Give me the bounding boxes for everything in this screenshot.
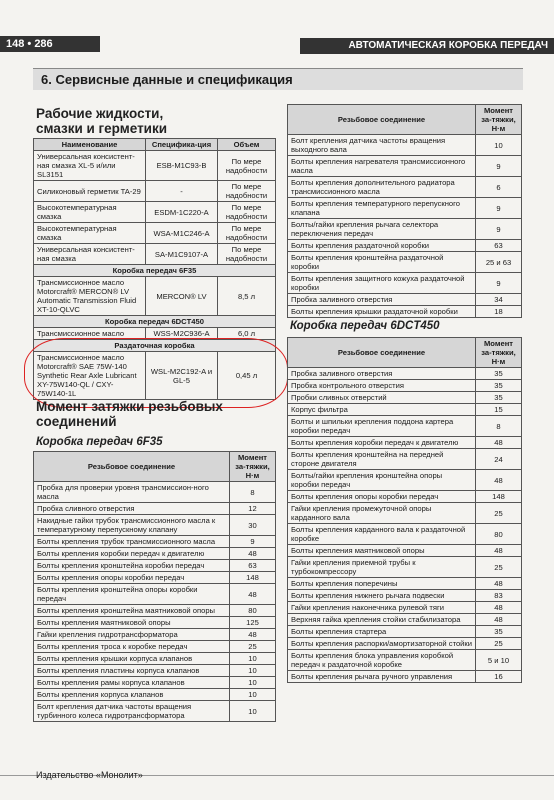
joint-name: Болты крепления крышки раздаточной коробки — [288, 306, 476, 318]
table-row — [34, 515, 276, 536]
table-row — [288, 437, 522, 449]
torque-value: 10 — [230, 677, 276, 689]
torque-value: 8 — [230, 482, 276, 503]
torque-heading — [36, 399, 223, 429]
joint-name: Болты крепления коробки передач к двигателю — [34, 548, 230, 560]
fluid-spec: ESDM-1C220-A — [146, 202, 218, 223]
joint-name: Болты крепления раздаточной коробки — [288, 240, 476, 252]
joint-name: Болты крепления крышки корпуса клапанов — [34, 653, 230, 665]
table-row — [288, 219, 522, 240]
table-row — [34, 482, 276, 503]
joint-name: Болты крепления пластины корпуса клапанов — [34, 665, 230, 677]
table-row — [288, 198, 522, 219]
joint-name: Болты крепления кронштейна на передней стороне двигателя — [288, 449, 476, 470]
fluids-col-name: Наименование — [34, 139, 146, 151]
fluid-name: Силиконовый герметик TA-29 — [34, 181, 146, 202]
table-row — [288, 392, 522, 404]
table-row — [288, 578, 522, 590]
fluid-spec: ESB-M1C93-B — [146, 151, 218, 181]
torque-value: 9 — [476, 219, 522, 240]
joint-name: Гайки крепления промежуточной опоры карданного вала — [288, 503, 476, 524]
col-torque: Момент за-тяжки, Н·м — [230, 452, 276, 482]
subheading-6dct450: Коробка передач 6DCT450 — [290, 320, 440, 332]
table-row — [34, 677, 276, 689]
table-row — [288, 404, 522, 416]
fluid-volume: По мере надобности — [218, 202, 276, 223]
fluid-name: Трансмиссионное масло Motorcraft® SAE 75W-140 Synthetic Rear Axle Lubricant XY-75W140-QL / CXY-75W140-1L — [34, 352, 146, 400]
table-row — [288, 524, 522, 545]
col-joint: Резьбовое соединение — [288, 338, 476, 368]
table-row — [34, 202, 276, 223]
fluid-volume: По мере надобности — [218, 181, 276, 202]
table-row — [34, 665, 276, 677]
torque-value: 10 — [476, 135, 522, 156]
torque-value: 48 — [476, 578, 522, 590]
joint-name: Болты крепления температурного перепускного клапана — [288, 198, 476, 219]
joint-name: Болты крепления блока управления коробкой передач к раздаточной коробке — [288, 650, 476, 671]
torque-value: 10 — [230, 665, 276, 677]
torque-value: 148 — [476, 491, 522, 503]
joint-name: Болты крепления рамы корпуса клапанов — [34, 677, 230, 689]
torque-value: 6 — [476, 177, 522, 198]
joint-name: Болты крепления кронштейна раздаточной коробки — [288, 252, 476, 273]
table-row — [288, 380, 522, 392]
table-row — [288, 416, 522, 437]
joint-name: Корпус фильтра — [288, 404, 476, 416]
torque-value: 48 — [230, 629, 276, 641]
table-row — [34, 689, 276, 701]
joint-name: Болты крепления кронштейна опоры коробки передач — [34, 584, 230, 605]
fluid-volume: По мере надобности — [218, 223, 276, 244]
torque-value: 10 — [230, 701, 276, 722]
joint-name: Пробка контрольного отверстия — [288, 380, 476, 392]
table-row — [288, 177, 522, 198]
table-row — [288, 252, 522, 273]
table-row — [288, 135, 522, 156]
torque-table-6dct450 — [287, 337, 522, 683]
table-row — [288, 368, 522, 380]
table-row — [34, 617, 276, 629]
joint-name: Болт крепления датчика частоты вращения турбинного колеса гидротрансформатора — [34, 701, 230, 722]
subheader-6dct450: Коробка передач 6DCT450 — [34, 316, 276, 328]
table-row — [34, 536, 276, 548]
fluid-volume: По мере надобности — [218, 244, 276, 265]
table-row — [288, 650, 522, 671]
subheader-6f35: Коробка передач 6F35 — [34, 265, 276, 277]
fluids-col-spec: Специфика-ция — [146, 139, 218, 151]
table-row — [288, 557, 522, 578]
joint-name: Болты крепления опоры коробки передач — [288, 491, 476, 503]
fluid-spec: MERCON® LV — [146, 277, 218, 316]
joint-name: Болты крепления дополнительного радиатора трансмиссионного масла — [288, 177, 476, 198]
table-row — [34, 605, 276, 617]
joint-name: Болты крепления маятниковой опоры — [288, 545, 476, 557]
torque-value: 125 — [230, 617, 276, 629]
col-joint: Резьбовое соединение — [34, 452, 230, 482]
table-row — [34, 560, 276, 572]
fluid-name: Трансмиссионное масло — [34, 328, 146, 340]
torque-value: 48 — [476, 470, 522, 491]
joint-name: Болты крепления стартера — [288, 626, 476, 638]
torque-value: 24 — [476, 449, 522, 470]
table-row — [34, 629, 276, 641]
joint-name: Болты крепления распорки/амортизаторной стойки — [288, 638, 476, 650]
fluid-name: Трансмиссионное масло Motorcraft® MERCON® LV Automatic Transmission Fluid XT-10-QLVC — [34, 277, 146, 316]
fluid-name: Высокотемпературная смазка — [34, 223, 146, 244]
joint-name: Болты крепления кронштейна коробки передач — [34, 560, 230, 572]
table-row — [34, 151, 276, 181]
torque-value: 25 — [230, 641, 276, 653]
torque-value: 80 — [476, 524, 522, 545]
torque-value: 9 — [476, 273, 522, 294]
col-torque: Момент за-тяжки, Н·м — [476, 338, 522, 368]
table-row — [288, 449, 522, 470]
torque-header-row — [288, 338, 522, 368]
joint-name: Болты крепления поперечины — [288, 578, 476, 590]
table-row — [288, 503, 522, 524]
joint-name: Накидные гайки трубок трансмиссионного масла к температурному перепускному клапану — [34, 515, 230, 536]
table-row — [34, 653, 276, 665]
joint-name: Пробка для проверки уровня трансмиссион-ного масла — [34, 482, 230, 503]
torque-header-row — [288, 105, 522, 135]
torque-heading-line1: Момент затяжки резьбовых — [36, 399, 223, 414]
joint-name: Верхняя гайка крепления стойки стабилизатора — [288, 614, 476, 626]
page-number: 148 • 286 — [0, 36, 100, 52]
torque-heading-line2: соединений — [36, 414, 117, 429]
fluid-volume: 6,0 л — [218, 328, 276, 340]
torque-value: 10 — [230, 653, 276, 665]
table-row — [288, 590, 522, 602]
fluids-heading-line2: смазки и герметики — [36, 121, 168, 136]
torque-value: 48 — [476, 437, 522, 449]
fluid-spec: - — [146, 181, 218, 202]
torque-value: 34 — [476, 294, 522, 306]
joint-name: Пробка заливного отверстия — [288, 294, 476, 306]
torque-value: 25 — [476, 503, 522, 524]
torque-value: 30 — [230, 515, 276, 536]
torque-value: 63 — [230, 560, 276, 572]
joint-name: Болты крепления рычага ручного управления — [288, 671, 476, 683]
torque-value: 63 — [476, 240, 522, 252]
torque-value: 148 — [230, 572, 276, 584]
torque-value: 5 и 10 — [476, 650, 522, 671]
fluid-volume: По мере надобности — [218, 151, 276, 181]
joint-name: Гайки крепления гидротрансформатора — [34, 629, 230, 641]
joint-name: Пробка сливного отверстия — [34, 503, 230, 515]
table-row — [34, 572, 276, 584]
torque-value: 25 и 63 — [476, 252, 522, 273]
fluid-spec: WSA-M1C246-A — [146, 223, 218, 244]
publisher: Издательство «Монолит» — [36, 770, 143, 780]
chapter-title: АВТОМАТИЧЕСКАЯ КОРОБКА ПЕРЕДАЧ — [300, 38, 554, 54]
section-title: 6. Сервисные данные и спецификация — [33, 68, 523, 90]
torque-value: 9 — [230, 536, 276, 548]
torque-table-right-top — [287, 104, 522, 318]
joint-name: Гайки крепления наконечника рулевой тяги — [288, 602, 476, 614]
torque-value: 48 — [476, 614, 522, 626]
torque-value: 9 — [476, 156, 522, 177]
subheading-6f35: Коробка передач 6F35 — [36, 436, 163, 448]
table-row — [288, 614, 522, 626]
joint-name: Болты крепления троса к коробке передач — [34, 641, 230, 653]
torque-header-row — [34, 452, 276, 482]
torque-value: 16 — [476, 671, 522, 683]
torque-value: 10 — [230, 689, 276, 701]
table-row — [288, 306, 522, 318]
joint-name: Болты крепления корпуса клапанов — [34, 689, 230, 701]
joint-name: Болты крепления нижнего рычага подвески — [288, 590, 476, 602]
table-row — [288, 240, 522, 252]
joint-name: Болты крепления кронштейна маятниковой опоры — [34, 605, 230, 617]
table-row — [288, 626, 522, 638]
joint-name: Болты крепления нагревателя трансмиссионного масла — [288, 156, 476, 177]
table-row — [34, 277, 276, 316]
torque-value: 80 — [230, 605, 276, 617]
fluid-volume: 0,45 л — [218, 352, 276, 400]
joint-name: Болт крепления датчика частоты вращения выходного вала — [288, 135, 476, 156]
torque-value: 48 — [230, 584, 276, 605]
table-row — [288, 602, 522, 614]
torque-value: 83 — [476, 590, 522, 602]
col-joint: Резьбовое соединение — [288, 105, 476, 135]
table-row — [288, 156, 522, 177]
fluids-heading — [36, 106, 167, 136]
torque-value: 35 — [476, 380, 522, 392]
table-row — [34, 223, 276, 244]
fluids-heading-line1: Рабочие жидкости, — [36, 106, 164, 121]
col-torque: Момент за-тяжки, Н·м — [476, 105, 522, 135]
joint-name: Болты крепления карданного вала к раздаточной коробке — [288, 524, 476, 545]
joint-name: Пробка заливного отверстия — [288, 368, 476, 380]
highlight-circle — [24, 338, 288, 408]
torque-value: 25 — [476, 557, 522, 578]
table-row — [288, 671, 522, 683]
table-row — [34, 548, 276, 560]
fluid-spec: WSS-M2C936-A — [146, 328, 218, 340]
fluid-name: Универсальная консистент-ная смазка XL-5 и/или SL3151 — [34, 151, 146, 181]
torque-value: 48 — [476, 545, 522, 557]
fluid-spec: SA-M1C9107-A — [146, 244, 218, 265]
torque-value: 48 — [230, 548, 276, 560]
joint-name: Болты крепления маятниковой опоры — [34, 617, 230, 629]
table-row — [34, 244, 276, 265]
joint-name: Болты/гайки крепления кронштейна опоры коробки передач — [288, 470, 476, 491]
table-row — [288, 273, 522, 294]
joint-name: Болты и шпильки крепления поддона картера коробки передач — [288, 416, 476, 437]
table-row — [34, 181, 276, 202]
torque-value: 15 — [476, 404, 522, 416]
table-row — [288, 638, 522, 650]
fluid-spec: WSL-M2C192-A и GL-5 — [146, 352, 218, 400]
joint-name: Болты крепления трубок трансмиссионного масла — [34, 536, 230, 548]
fluids-header-row — [34, 139, 276, 151]
torque-value: 12 — [230, 503, 276, 515]
torque-table-6f35 — [33, 451, 276, 722]
torque-value: 35 — [476, 392, 522, 404]
joint-name: Болты крепления защитного кожуха раздаточной коробки — [288, 273, 476, 294]
table-row — [34, 584, 276, 605]
joint-name: Пробки сливных отверстий — [288, 392, 476, 404]
torque-value: 35 — [476, 626, 522, 638]
table-row — [288, 294, 522, 306]
joint-name: Болты крепления коробки передач к двигателю — [288, 437, 476, 449]
table-row — [288, 491, 522, 503]
table-row — [34, 701, 276, 722]
subheader-transfer-case: Раздаточная коробка — [34, 340, 276, 352]
torque-value: 9 — [476, 198, 522, 219]
torque-value: 18 — [476, 306, 522, 318]
torque-value: 8 — [476, 416, 522, 437]
joint-name: Болты/гайки крепления рычага селектора переключения передач — [288, 219, 476, 240]
fluid-name: Универсальная консистент-ная смазка — [34, 244, 146, 265]
table-row — [34, 503, 276, 515]
torque-value: 35 — [476, 368, 522, 380]
fluid-volume: 8,5 л — [218, 277, 276, 316]
table-row — [288, 545, 522, 557]
fluid-name: Высокотемпературная смазка — [34, 202, 146, 223]
torque-value: 48 — [476, 602, 522, 614]
torque-value: 25 — [476, 638, 522, 650]
joint-name: Гайки крепления приемной трубы к турбокомпрессору — [288, 557, 476, 578]
fluids-col-volume: Объем — [218, 139, 276, 151]
table-row — [288, 470, 522, 491]
joint-name: Болты крепления опоры коробки передач — [34, 572, 230, 584]
table-row — [34, 641, 276, 653]
